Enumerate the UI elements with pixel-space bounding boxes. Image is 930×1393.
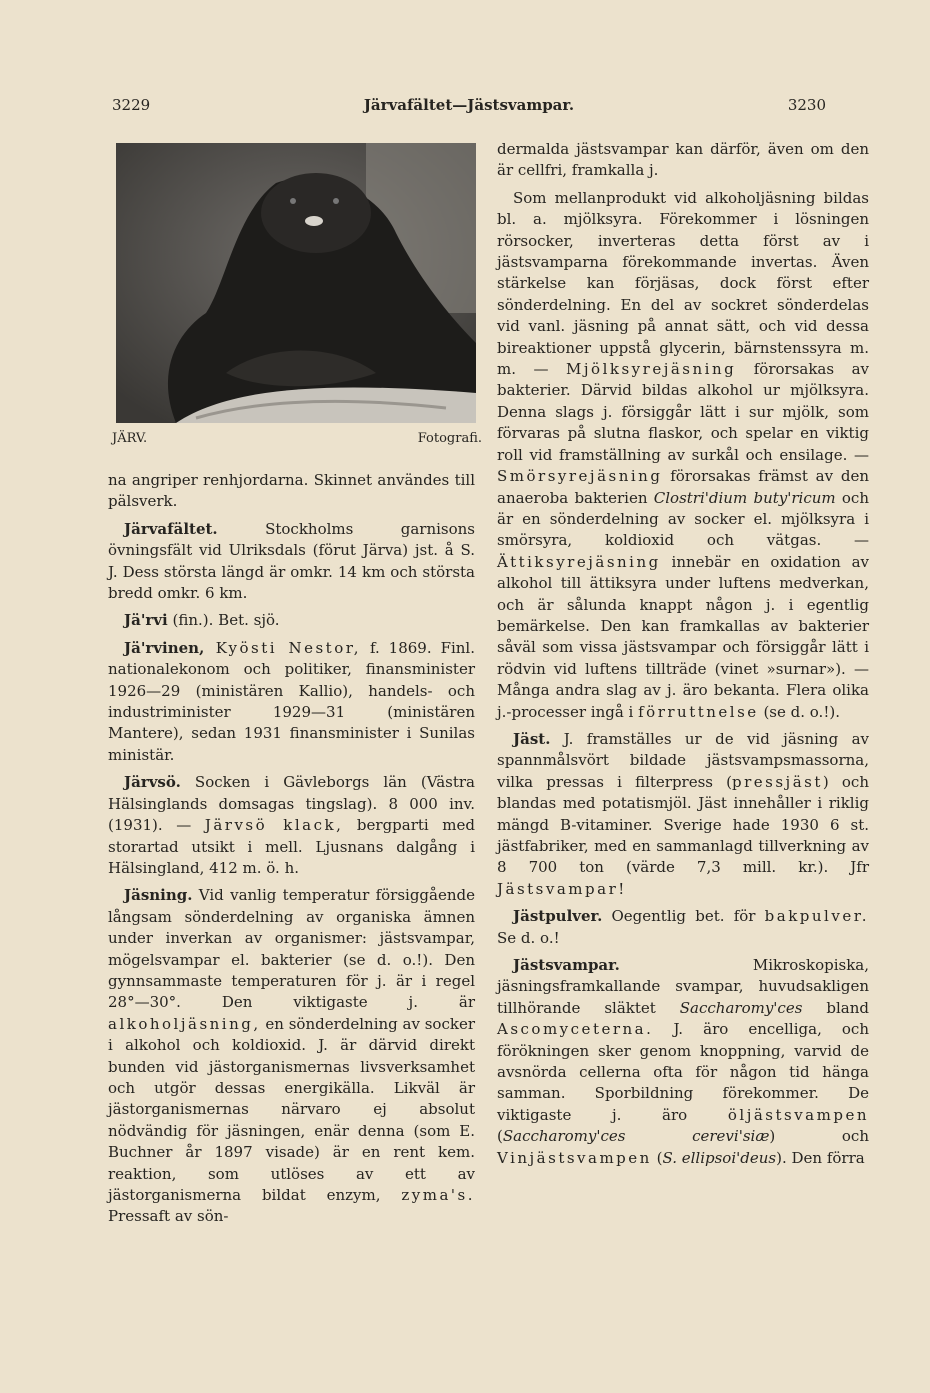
text: innebär en oxidation av alkohol till ättiksyra under luftens medverkan, och är sålunda knappt någon j. i egentlig bemärkelse. Den kan framkallas av bakterier såväl som vissa jästsvampar och försiggår lätt i rödvin vid luftens tillträde (vinet »surnar»). — Många andra slag av j. äro bekanta. Flera olika j.-processer ingå i [497, 552, 869, 721]
entry-jarvi [108, 610, 475, 631]
entry-headword: Jästsvampar. [513, 956, 620, 975]
page-number-left: 3229 [112, 96, 151, 114]
paragraph: na angriper renhjordarna. Skinnet användes till pälsverk. [108, 471, 475, 511]
entry-text: (fin.). Bet. sjö. [167, 611, 280, 630]
page-number-right: 3230 [787, 96, 826, 114]
entry-text: Stockholms garnisons övningsfält vid Ulriksdals (förut Järva) jst. å S. J. Dess största längd är omkr. 14 km och största bredd omkr. 6 km. [108, 519, 475, 603]
spaced-term: Mjölksyrejäsning [566, 360, 737, 379]
entry-text: bland [802, 998, 869, 1017]
figure-caption [112, 431, 482, 451]
wolverine-photo [116, 143, 476, 423]
spaced-term: Järvsö klack, [204, 816, 344, 835]
text: (se d. o.!). [758, 702, 840, 721]
entry-text: ( [497, 1127, 503, 1146]
spaced-term: alkoholjäsning, [108, 1014, 261, 1033]
entry-jastsvampar [497, 955, 869, 1169]
spaced-term: pressjäst [732, 772, 823, 791]
italic-term: Clostri'dium buty'ricum [653, 488, 836, 507]
entry-headword: Järvafältet. [124, 519, 218, 538]
entry-text: Vid vanlig temperatur försiggående långsam sönderdelning av organiska ämnen under inverkan av organismer: jästsvampar, mögelsvampar el. bakterier (se d. o.!). Den gynnsammaste temperaturen för j. är i regel 28°—30°. Den viktigaste j. är [108, 886, 475, 1012]
entry-text: ) och [769, 1127, 869, 1146]
entry-jastpulver [497, 906, 869, 949]
entry-text: ) och blandas med potatismjöl. Jäst innehåller i riklig mängd B-vitaminer. Sverige hade 1930 6 st. jästfabriker, med en sammanlagd tillverkning av 8 700 ton (värde 7,3 mill. kr.). Jfr [497, 772, 869, 877]
entry-text: f. 1869. Finl. nationalekonom och politiker, finansminister 1926—29 (ministären Kallio), handels- och industriminister 1929—31 (ministären Mantere), sedan 1931 finansminister i Sunilas ministär. [108, 638, 475, 764]
entry-headword: Jä'rvi [124, 611, 168, 630]
spaced-term: Smörsyrejäsning [497, 467, 663, 486]
text: förorsakas främst av den anaeroba bakterien [497, 467, 869, 507]
right-column [497, 139, 869, 1175]
entry-text: Oegentlig bet. för [602, 907, 765, 926]
entry-jarvafaltet [108, 519, 475, 605]
spaced-term: Jästsvampar! [497, 879, 627, 898]
page-header [112, 96, 826, 120]
text: förorsakas av bakterier. Därvid bildas alkohol ur mjölksyra. Denna slags j. försiggår lätt i sur mjölk, som förvaras på slutna flaskor, och spelar en viktig roll vid framställning av surkål och ensilage. — [497, 360, 870, 464]
entry-headword: Jä'rvinen, [124, 638, 205, 657]
entry-headword: Jäst. [513, 729, 551, 748]
entry-headword: Jäsning. [124, 886, 193, 905]
spaced-term: öljästsvampen [727, 1105, 869, 1124]
entry-headword: Järvsö. [124, 773, 181, 792]
entry-text: Pressaft av sön- [108, 1207, 229, 1226]
paragraph: dermalda jästsvampar kan därför, även om den är cellfri, framkalla j. [497, 140, 869, 180]
entry-text: Mikroskopiska, jäsningsframkallande svampar, huvudsakligen tillhörande släktet [497, 956, 869, 1017]
entry-jasning [108, 885, 475, 1228]
entry-headword: Jästpulver. [513, 907, 603, 926]
entry-text: Socken i Gävleborgs län (Västra Hälsinglands domsagas tingslag). 8 000 inv. (1931). — [108, 773, 475, 835]
spaced-name: Kyösti Nestor, [204, 638, 362, 657]
paragraph [497, 188, 869, 723]
caption-label: JÄRV. [112, 431, 148, 446]
left-column [108, 470, 475, 1234]
entry-jarvinen [108, 638, 475, 766]
spaced-term: Ättiksyrejäsning [497, 552, 661, 571]
spaced-term: zyma's. [401, 1186, 475, 1204]
entry-text: J. framställes ur de vid jäsning av spannmålsvört bildade jästsvampsmassorna, vilka pressas i filterpress ( [497, 729, 869, 791]
entry-jast [497, 729, 869, 900]
entry-text: J. äro encelliga, och förökningen sker genom knoppning, varvid de avsnörda cellerna ofta för någon tid hänga samman. Sporbildning förekommer. De viktigaste j. äro [497, 1020, 869, 1124]
spaced-term: förruttnelse [638, 702, 759, 721]
text: och är en sönderdelning av socker el. mjölksyra i smörsyra, koldioxid och vätgas. — [497, 488, 869, 550]
running-title: Järvafältet—Jästsvampar. [363, 96, 575, 114]
entry-text: Se d. o.! [497, 928, 560, 947]
text: Som mellanprodukt vid alkoholjäsning bildas bl. a. mjölksyra. Förekommer i lösningen rörsocker, inverteras detta först av i jästsvamparna förekommande invertas. Även stärkelse kan förjäsas, dock först efter sönderdelning. En del av sockret sönderdelas vid vanl. jäsning på annat sätt, och vid dessa bireaktioner uppstå glycerin, bärnstenssyra m. m. — [497, 188, 869, 379]
spaced-term: Ascomyceterna. [497, 1020, 654, 1039]
entry-text: en sönderdelning av socker i alkohol och koldioxid. J. är därvid direkt bunden vid jästorganismernas livsverksamhet och utgör dessas energikälla. Likväl är jästorganismernas närvaro ej absolut nödvändig för jäsningen, enär denna (som E. Buchner år 1897 visade) är en rent kem. reaktion, som utlöses av ett av jästorganismerna bildat enzym, [108, 1014, 475, 1204]
spaced-term: Vinjästsvampen [497, 1148, 652, 1167]
italic-term: Saccharomy'ces cerevi'siæ [502, 1127, 770, 1146]
entry-jarvso [108, 772, 475, 879]
spaced-term: bakpulver. [764, 907, 869, 926]
italic-term: Saccharomy'ces [679, 998, 803, 1017]
entry-text: ). Den förra [776, 1148, 865, 1167]
entry-text: bergparti med storartad utsikt i mell. Ljusnans dalgång i Hälsingland, 412 m. ö. h. [108, 816, 476, 877]
entry-text: ( [651, 1148, 663, 1167]
italic-term: S. ellipsoi'deus [662, 1148, 777, 1167]
caption-credit: Fotografi. [417, 431, 482, 446]
